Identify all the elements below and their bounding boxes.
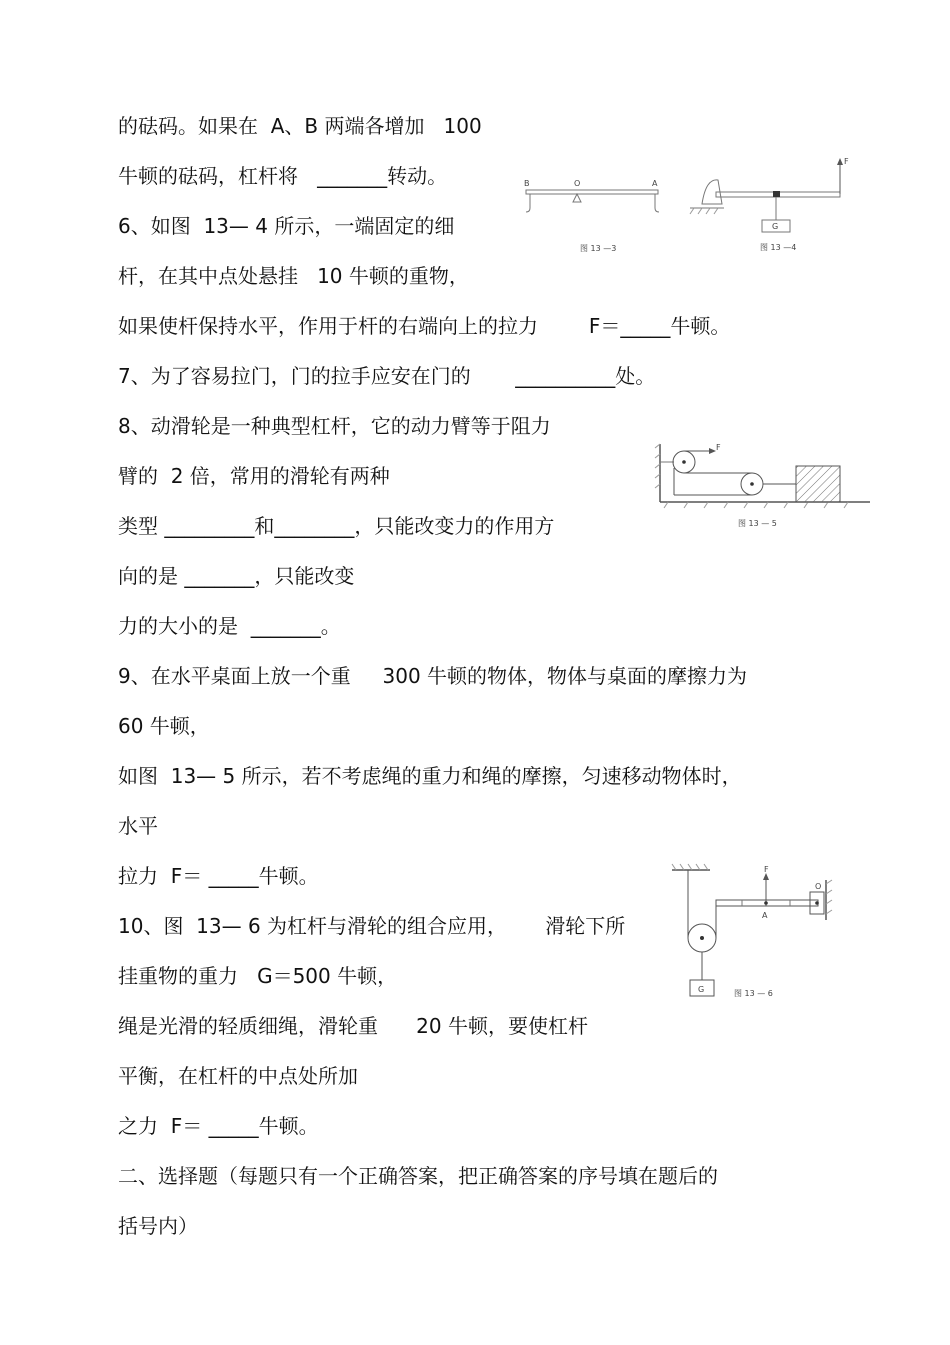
text-line-3: 6、如图 13— 4 所示，一端固定的细 xyxy=(118,214,455,238)
text-line-2: 牛顿的砝码，杠杆将 _______转动。 xyxy=(118,164,448,188)
fig13-5-label-f: F xyxy=(716,443,721,452)
text-line-11: 力的大小的是 _______。 xyxy=(118,614,341,638)
fig13-3-lever-bar xyxy=(526,190,658,194)
text-line-18: 挂重物的重力 G＝500 牛顿， xyxy=(118,964,398,988)
text-line-5: 如果使杆保持水平，作用于杆的右端向上的拉力 F＝_____牛顿。 xyxy=(118,314,731,338)
text-line-6: 7、为了容易拉门，门的拉手应安在门的 __________处。 xyxy=(118,364,656,388)
figure-13-5 xyxy=(654,440,872,532)
text-line-1: 的砝码。如果在 A、B 两端各增加 100 xyxy=(118,114,482,138)
fig13-6-label-a: A xyxy=(762,911,768,920)
fig13-3-hook-a xyxy=(655,194,659,212)
fig13-6-caption: 图 13 — 6 xyxy=(734,989,773,998)
fig13-3-label-b: B xyxy=(524,179,530,188)
figure-13-3 xyxy=(518,176,668,258)
fig13-6-label-g: G xyxy=(698,985,705,994)
text-line-20: 平衡，在杠杆的中点处所加 xyxy=(118,1064,358,1088)
fig13-6-label-f: F xyxy=(764,865,769,874)
fig13-3-hook-b xyxy=(526,194,530,212)
text-line-19: 绳是光滑的轻质细绳，滑轮重 20 牛顿，要使杠杆 xyxy=(118,1014,588,1038)
text-line-7: 8、动滑轮是一种典型杠杆，它的动力臂等于阻力 xyxy=(118,414,551,438)
fig13-4-hanging-point xyxy=(773,191,780,197)
fig13-5-block xyxy=(796,466,840,502)
text-line-10: 向的是 _______，只能改变 xyxy=(118,564,355,588)
text-line-21: 之力 F＝ _____牛顿。 xyxy=(118,1114,319,1138)
text-line-8: 臂的 2 倍，常用的滑轮有两种 xyxy=(118,464,390,488)
text-line-22: 二、选择题（每题只有一个正确答案，把正确答案的序号填在题后的 xyxy=(118,1164,718,1188)
fig13-4-label-f: F xyxy=(844,157,849,166)
text-line-4: 杆，在其中点处悬挂 10 牛顿的重物， xyxy=(118,264,469,288)
text-line-16: 拉力 F＝ _____牛顿。 xyxy=(118,864,319,888)
text-line-12: 9、在水平桌面上放一个重 300 牛顿的物体，物体与桌面的摩擦力为 xyxy=(118,664,748,688)
figure-13-6 xyxy=(670,862,835,1002)
text-line-14: 如图 13— 5 所示，若不考虑绳的重力和绳的摩擦，匀速移动物体时， xyxy=(118,764,742,788)
fig13-3-label-a: A xyxy=(652,179,658,188)
fig13-5-caption: 图 13 — 5 xyxy=(738,519,777,528)
text-line-13: 60 牛顿， xyxy=(118,714,210,738)
text-line-9: 类型 _________和________，只能改变力的作用方 xyxy=(118,514,555,538)
figure-13-4 xyxy=(688,152,863,258)
text-line-17: 10、图 13— 6 为杠杆与滑轮的组合应用， 滑轮下所 xyxy=(118,914,626,938)
fig13-3-label-o: O xyxy=(574,179,581,188)
fig13-6-label-o: O xyxy=(815,882,822,891)
fig13-3-caption: 图 13 —3 xyxy=(580,244,617,253)
text-line-23: 括号内） xyxy=(118,1214,198,1238)
text-line-15: 水平 xyxy=(118,814,158,838)
fig13-4-label-g: G xyxy=(772,222,779,231)
fig13-4-caption: 图 13 —4 xyxy=(760,243,797,252)
fig13-3-fulcrum xyxy=(573,194,581,202)
